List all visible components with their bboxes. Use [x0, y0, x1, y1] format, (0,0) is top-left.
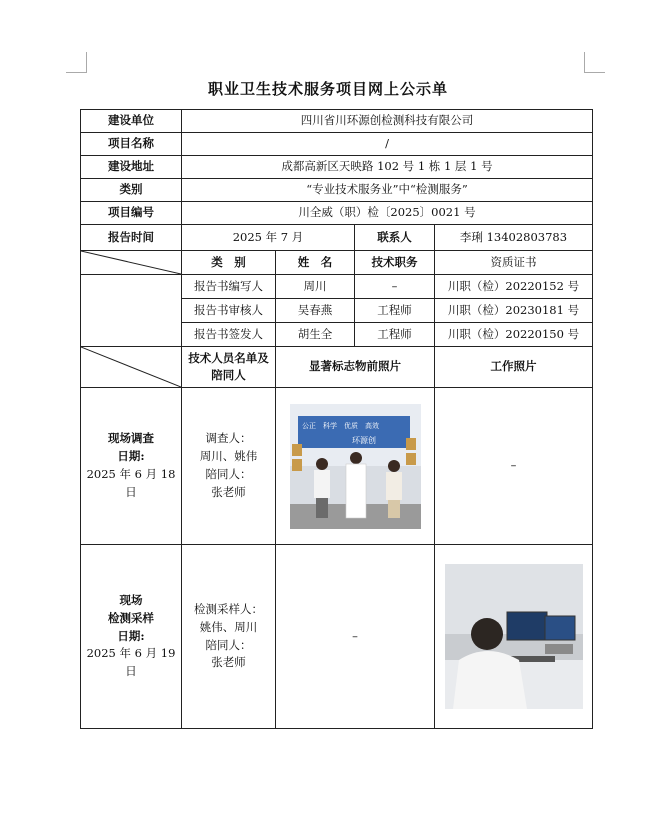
disclosure-table — [80, 109, 593, 729]
value-report-time: 2025 年 7 月 — [182, 225, 355, 251]
info-row-project-number — [81, 202, 593, 225]
staff-cert: 川职（检）20220152 号 — [435, 275, 593, 299]
label-project-name: 项目名称 — [81, 133, 182, 156]
header-staff-list: 技术人员名单及陪同人 — [182, 347, 276, 388]
label-project-number: 项目编号 — [81, 202, 182, 225]
staff-name: 周川 — [276, 275, 355, 299]
landmark-photo — [290, 404, 421, 529]
staff-category: 报告书签发人 — [182, 323, 276, 347]
survey-label-line2: 日期: — [117, 449, 145, 464]
diagonal-line — [81, 251, 181, 274]
staff-title: 工程师 — [355, 299, 435, 323]
survey-staff-cell — [182, 388, 276, 545]
sampling-staff-cell — [182, 545, 276, 729]
header-title: 技术职务 — [355, 251, 435, 275]
staff-title: – — [355, 275, 435, 299]
survey-row — [81, 388, 593, 545]
value-contact: 李琍 13402803783 — [435, 225, 593, 251]
info-row-project-name — [81, 133, 593, 156]
staff-category: 报告书编写人 — [182, 275, 276, 299]
header-landmark-photo: 显著标志物前照片 — [276, 347, 435, 388]
sampling-staff-line4: 张老师 — [211, 655, 246, 670]
work-photo — [445, 564, 583, 709]
info-row-unit — [81, 110, 593, 133]
sampling-label-line1: 现场 — [119, 592, 143, 607]
diagonal-cell — [81, 251, 182, 275]
sampling-row — [81, 545, 593, 729]
survey-label-line1: 现场调查 — [108, 431, 154, 446]
label-address: 建设地址 — [81, 156, 182, 179]
diagonal-cell — [81, 347, 182, 388]
banner-logo-text: 环源创 — [351, 435, 376, 445]
header-category: 类 别 — [182, 251, 276, 275]
sampling-date: 2025 年 6 月 19 日 — [86, 646, 176, 679]
staff-header-row — [81, 251, 593, 275]
label-construction-unit: 建设单位 — [81, 110, 182, 133]
survey-work-photo-cell: – — [435, 388, 593, 545]
photo-header-row — [81, 347, 593, 388]
staff-name: 胡生全 — [276, 323, 355, 347]
survey-date: 2025 年 6 月 18 日 — [86, 467, 176, 499]
value-construction-unit: 四川省川环源创检测科技有限公司 — [182, 110, 593, 133]
header-cert: 资质证书 — [435, 251, 593, 275]
label-report-time: 报告时间 — [81, 225, 182, 251]
survey-staff-line2: 周川、姚伟 — [199, 449, 258, 464]
diagonal-line — [81, 347, 181, 387]
sampling-label-line2: 检测采样 — [108, 610, 154, 625]
staff-category: 报告书审核人 — [182, 299, 276, 323]
sampling-staff-line3: 陪同人： — [205, 637, 252, 652]
staff-cert: 川职（检）20220150 号 — [435, 323, 593, 347]
sampling-label-line3: 日期: — [117, 628, 145, 643]
label-contact: 联系人 — [355, 225, 435, 251]
sampling-staff-line2: 姚伟、周川 — [199, 619, 258, 634]
sampling-staff-line1: 检测采样人： — [194, 601, 263, 616]
value-category: “专业技术服务业”中“检测服务” — [182, 179, 593, 202]
sampling-landmark-photo-cell: – — [276, 545, 435, 729]
staff-title: 工程师 — [355, 323, 435, 347]
sampling-work-photo-cell — [435, 545, 593, 729]
corner-mark-top-right — [584, 52, 605, 73]
sampling-label-cell — [81, 545, 182, 729]
staff-cert: 川职（检）20230181 号 — [435, 299, 593, 323]
header-name: 姓 名 — [276, 251, 355, 275]
corner-mark-top-left — [66, 52, 87, 73]
survey-staff-line1: 调查人： — [205, 431, 252, 446]
survey-label-cell — [81, 388, 182, 545]
staff-row — [81, 275, 593, 299]
label-category: 类别 — [81, 179, 182, 202]
info-row-category — [81, 179, 593, 202]
staff-blank-cell — [81, 275, 182, 347]
info-row-address — [81, 156, 593, 179]
header-work-photo: 工作照片 — [435, 347, 593, 388]
value-address: 成都高新区天映路 102 号 1 栋 1 层 1 号 — [182, 156, 593, 179]
value-project-number: 川全威（职）检〔2025〕0021 号 — [182, 202, 593, 225]
report-row — [81, 225, 593, 251]
survey-staff-line4: 张老师 — [211, 484, 246, 499]
survey-staff-line3: 陪同人： — [205, 467, 252, 481]
value-project-name: / — [182, 133, 593, 156]
banner-text: 公正 科学 优质 高效 — [301, 421, 379, 430]
staff-name: 吴春燕 — [276, 299, 355, 323]
survey-landmark-photo-cell — [276, 388, 435, 545]
page-title: 职业卫生技术服务项目网上公示单 — [207, 80, 448, 98]
